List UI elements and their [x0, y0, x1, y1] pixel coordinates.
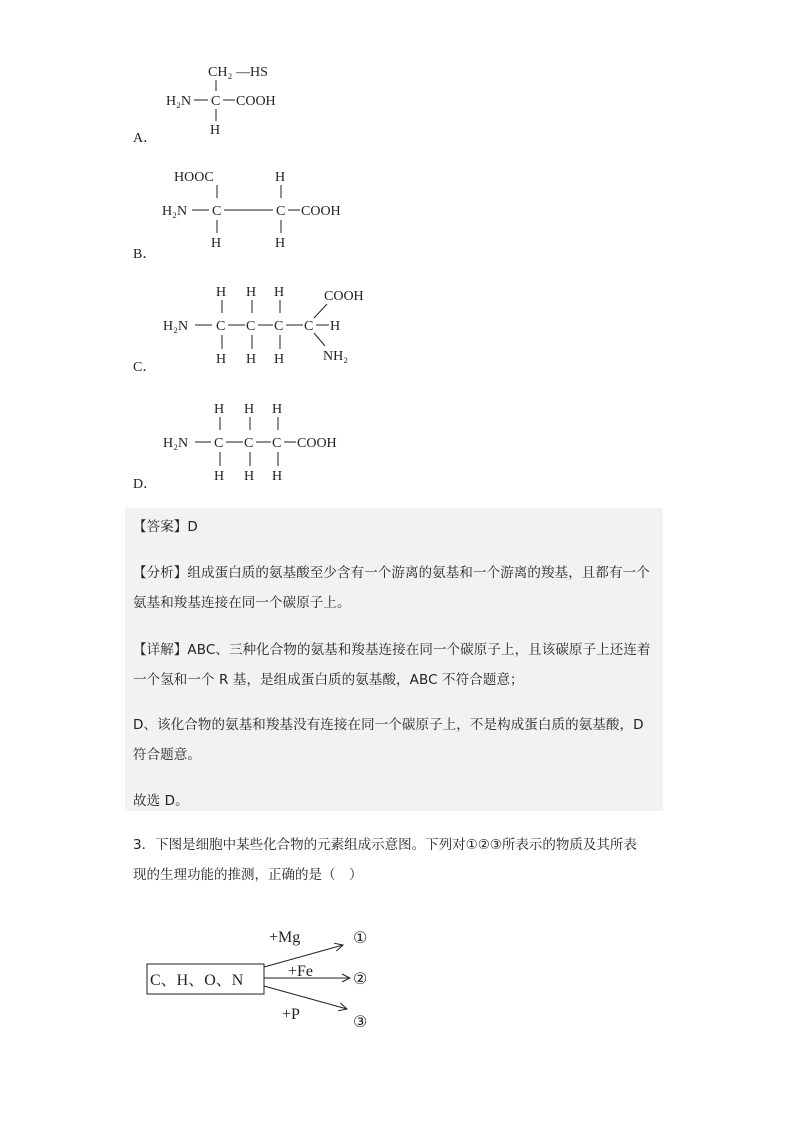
- d-h-bottom2: H: [244, 469, 255, 484]
- c-bond-diag-down: [314, 333, 325, 346]
- conclusion-line: 故选 D。: [133, 793, 189, 809]
- d-h-top3: H: [272, 402, 283, 417]
- analysis-line-1: 【分析】组成蛋白质的氨基酸至少含有一个游离的氨基和一个游离的羧基，且都有一个: [133, 565, 650, 581]
- c-bond-diag-up: [314, 304, 327, 318]
- b-h2n: H₂N: [162, 204, 188, 219]
- element-box-text: C、H、O、N: [150, 972, 244, 989]
- detail-line-3: D、该化合物的氨基和羧基没有连接在同一个碳原子上，不是构成蛋白质的氨基酸，D: [133, 717, 644, 733]
- detail-line-2: 一个氢和一个 R 基，是组成蛋白质的氨基酸，ABC 不符合题意；: [133, 672, 524, 688]
- c-h-top2: H: [246, 285, 257, 300]
- arrow-1-label: +Mg: [269, 929, 301, 946]
- d-h-bottom1: H: [214, 469, 225, 484]
- b-cooh: COOH: [301, 204, 341, 219]
- c-cooh: COOH: [324, 289, 364, 304]
- d-c1: C: [214, 436, 224, 451]
- question3-line-1: 3．下图是细胞中某些化合物的元素组成示意图。下列对①②③所表示的物质及其所表: [133, 837, 637, 853]
- analysis-line-2: 氨基和羧基连接在同一个碳原子上。: [133, 595, 351, 611]
- d-c3: C: [272, 436, 282, 451]
- a-h2n: H₂N: [166, 94, 192, 109]
- option-d-label: D．: [133, 477, 158, 492]
- structure-b: [155, 165, 365, 255]
- c-c4: C: [304, 319, 314, 334]
- d-cooh: COOH: [297, 436, 337, 451]
- element-diagram: [140, 920, 390, 1040]
- structure-c: [155, 280, 385, 372]
- arrow-3-label: +P: [282, 1006, 300, 1023]
- option-a-label: A．: [133, 131, 158, 146]
- a-h: H: [210, 123, 221, 138]
- a-hs: —HS: [236, 65, 268, 80]
- c-h-bottom1: H: [216, 352, 227, 367]
- a-c: C: [211, 94, 221, 109]
- d-h-top2: H: [244, 402, 255, 417]
- detail-line-1: 【详解】ABC、三种化合物的氨基和羧基连接在同一个碳原子上，且该碳原子上还连着: [133, 642, 651, 658]
- b-c1: C: [212, 204, 222, 219]
- d-h2n: H₂N: [163, 436, 189, 451]
- detail-line-4: 符合题意。: [133, 747, 201, 763]
- answer-panel: [125, 508, 663, 811]
- c-h-top1: H: [216, 285, 227, 300]
- target-3: ③: [353, 1014, 368, 1031]
- structure-d: [155, 397, 375, 489]
- c-h-right: H: [330, 319, 341, 334]
- arrow-2-label: +Fe: [288, 963, 314, 980]
- option-b-label: B．: [133, 247, 157, 262]
- c-h-bottom3: H: [274, 352, 285, 367]
- target-1: ①: [353, 930, 368, 947]
- option-c-label: C．: [133, 360, 157, 375]
- c-h-top3: H: [274, 285, 285, 300]
- b-c2: C: [276, 204, 286, 219]
- arrow-3: [264, 986, 347, 1009]
- target-2: ②: [353, 971, 368, 988]
- a-cooh: COOH: [236, 94, 276, 109]
- b-h-top2: H: [275, 170, 286, 185]
- d-h-bottom3: H: [272, 469, 283, 484]
- question3-line-2: 现的生理功能的推测，正确的是（ ）: [133, 867, 363, 883]
- b-h-bottom1: H: [211, 236, 222, 251]
- c-c1: C: [216, 319, 226, 334]
- c-h-bottom2: H: [246, 352, 257, 367]
- c-h2n: H₂N: [163, 319, 189, 334]
- answer-line: 【答案】D: [133, 519, 198, 535]
- c-nh2: NH₂: [323, 349, 349, 364]
- d-h-top1: H: [214, 402, 225, 417]
- c-c2: C: [246, 319, 256, 334]
- c-c3: C: [274, 319, 284, 334]
- b-hooc: HOOC: [174, 170, 214, 185]
- b-h-bottom2: H: [275, 236, 286, 251]
- a-ch2: CH₂: [208, 65, 233, 80]
- d-c2: C: [244, 436, 254, 451]
- structure-a: [150, 58, 290, 140]
